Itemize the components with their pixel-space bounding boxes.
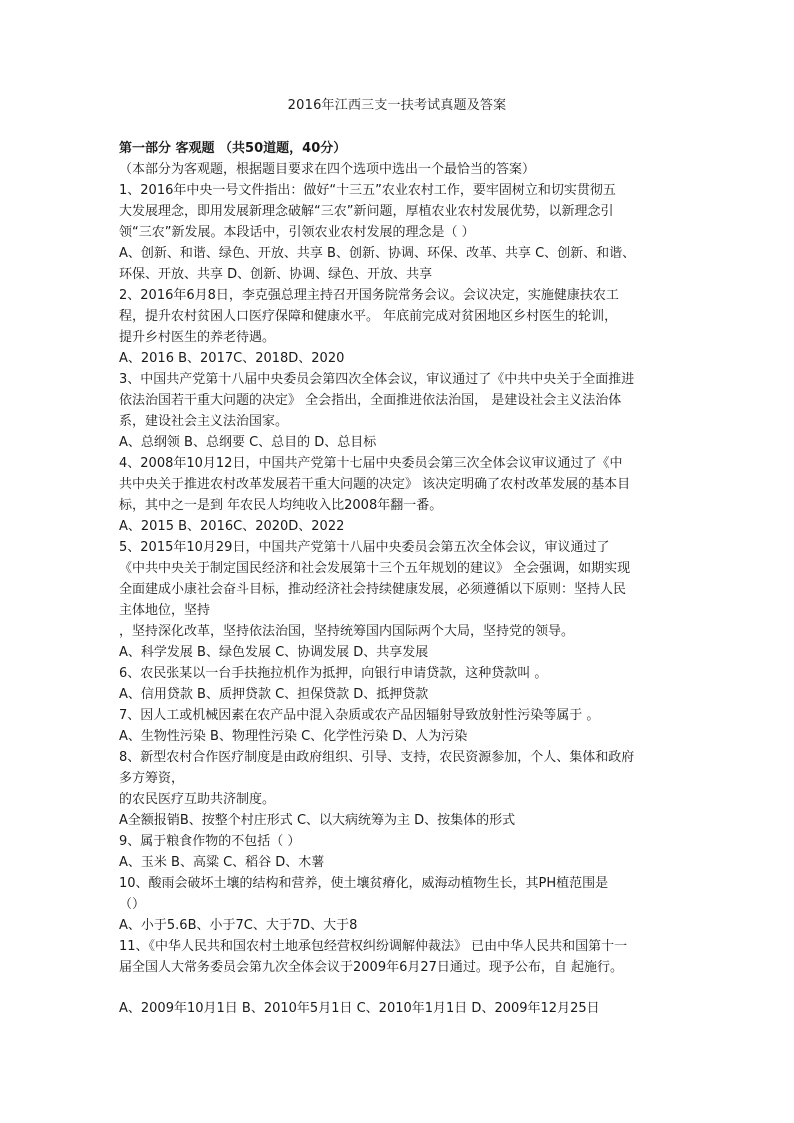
text-line: A、信用贷款 B、质押贷款 C、担保贷款 D、抵押贷款 bbox=[119, 687, 429, 702]
text-line: 全面建成小康社会奋斗目标，推动经济社会持续健康发展，必须遵循以下原则：坚持人民 bbox=[119, 582, 627, 597]
text-line: A、科学发展 B、绿色发展 C、协调发展 D、共享发展 bbox=[119, 645, 429, 660]
text-line: A、创新、和谐、绿色、开放、共享 B、创新、协调、环保、改革、共享 C、创新、和谐、 bbox=[119, 246, 636, 261]
blank-line bbox=[119, 978, 689, 998]
text-line: A、2016 B、2017C、2018D、2020 bbox=[119, 351, 345, 366]
section-heading: 第一部分 客观题 （共50道题，40分） bbox=[119, 141, 347, 156]
text-line: 8、新型农村合作医疗制度是由政府组织、引导、支持，农民资源参加，个人、集体和政府 bbox=[119, 750, 635, 765]
text-line: 依法治国若干重大问题的决定》 全会指出，全面推进依法治国， 是建设社会主义法治体 bbox=[119, 393, 622, 408]
text-line: 主体地位，坚持 bbox=[119, 603, 211, 618]
text-line: 程，提升农村贫困人口医疗保障和健康水平。 年底前完成对贫困地区乡村医生的轮训， bbox=[119, 309, 618, 324]
text-line: A、玉米 B、高粱 C、稻谷 D、木薯 bbox=[119, 855, 325, 870]
text-line: 提升乡村医生的养老待遇。 bbox=[119, 330, 276, 345]
text-line: A、生物性污染 B、物理性污染 C、化学性污染 D、人为污染 bbox=[119, 729, 468, 744]
text-line: 环保、开放、共享 D、创新、协调、绿色、开放、共享 bbox=[119, 267, 433, 282]
text-line: 届全国人大常务委员会第九次全体会议于2009年6月27日通过。现予公布，自 起施行。 bbox=[119, 960, 624, 975]
text-line: 标，其中之一是到 年农民人均纯收入比2008年翻一番。 bbox=[119, 498, 443, 513]
text-line: 6、农民张某以一台手扶拖拉机作为抵押，向银行申请贷款，这种贷款叫 。 bbox=[119, 666, 548, 681]
text-line: 多方筹资， bbox=[119, 771, 185, 786]
text-line: A、总纲领 B、总纲要 C、总目的 D、总目标 bbox=[119, 435, 377, 450]
text-line: 10、酸雨会破坏土壤的结构和营养，使土壤贫瘠化，威海动植物生长，其PH植范围是 bbox=[119, 876, 609, 891]
text-line: 领“三农”新发展。本段话中，引领农业农村发展的理念是（ ） bbox=[119, 225, 475, 240]
text-line: 4、2008年10月12日，中国共产党第十七届中央委员会第三次全体会议审议通过了《中 bbox=[119, 456, 623, 471]
text-line: （本部分为客观题，根据题目要求在四个选项中选出一个最恰当的答案） bbox=[119, 162, 536, 177]
text-line: 共中央关于推进农村改革发展若干重大问题的决定》 该决定明确了农村改革发展的基本目 bbox=[119, 477, 631, 492]
text-line: A全额报销B、按整个村庄形式 C、以大病统筹为主 D、按集体的形式 bbox=[119, 813, 516, 828]
text-line: 的农民医疗互助共济制度。 bbox=[119, 792, 276, 807]
text-line: A、2015 B、2016C、2020D、2022 bbox=[119, 519, 345, 534]
text-line: 1、2016年中央一号文件指出：做好“十三五”农业农村工作，要牢固树立和切实贯彻五 bbox=[119, 183, 616, 198]
text-line: A、小于5.6B、小于7C、大于7D、大于8 bbox=[119, 918, 358, 933]
text-line: A、2009年10月1日 B、2010年5月1日 C、2010年1月1日 D、2009年12月25日 bbox=[119, 1001, 600, 1016]
text-line: 3、中国共产党第十八届中央委员会第四次全体会议，审议通过了《中共中央关于全面推进 bbox=[119, 372, 635, 387]
document-body bbox=[119, 138, 689, 1019]
text-line: ，坚持深化改革，坚持依法治国，坚持统筹国内国际两个大局，坚持党的领导。 bbox=[119, 624, 575, 639]
text-line: 5、2015年10月29日，中国共产党第十八届中央委员会第五次全体会议，审议通过了 bbox=[119, 540, 610, 555]
text-line: 系，建设社会主义法治国家。 bbox=[119, 414, 289, 429]
text-line: 2、2016年6月8日，李克强总理主持召开国务院常务会议。会议决定，实施健康扶农工 bbox=[119, 288, 619, 303]
document-title: 2016年江西三支一扶考试真题及答案 bbox=[287, 98, 507, 113]
text-line: 9、属于粮食作物的不包括（ ） bbox=[119, 834, 301, 849]
text-line: 大发展理念，即用发展新理念破解“三农”新问题，厚植农业农村发展优势，以新理念引 bbox=[119, 204, 614, 219]
text-line: （） bbox=[119, 897, 146, 912]
text-line: 《中共中央关于制定国民经济和社会发展第十三个五年规划的建议》 全会强调，如期实现 bbox=[119, 561, 631, 576]
text-line: 11、《中华人民共和国农村土地承包经营权纠纷调解仲裁法》 已由中华人民共和国第十一 bbox=[119, 939, 628, 954]
text-line: 7、因人工或机械因素在农产品中混入杂质或农产品因辐射导致放射性污染等属于 。 bbox=[119, 708, 600, 723]
